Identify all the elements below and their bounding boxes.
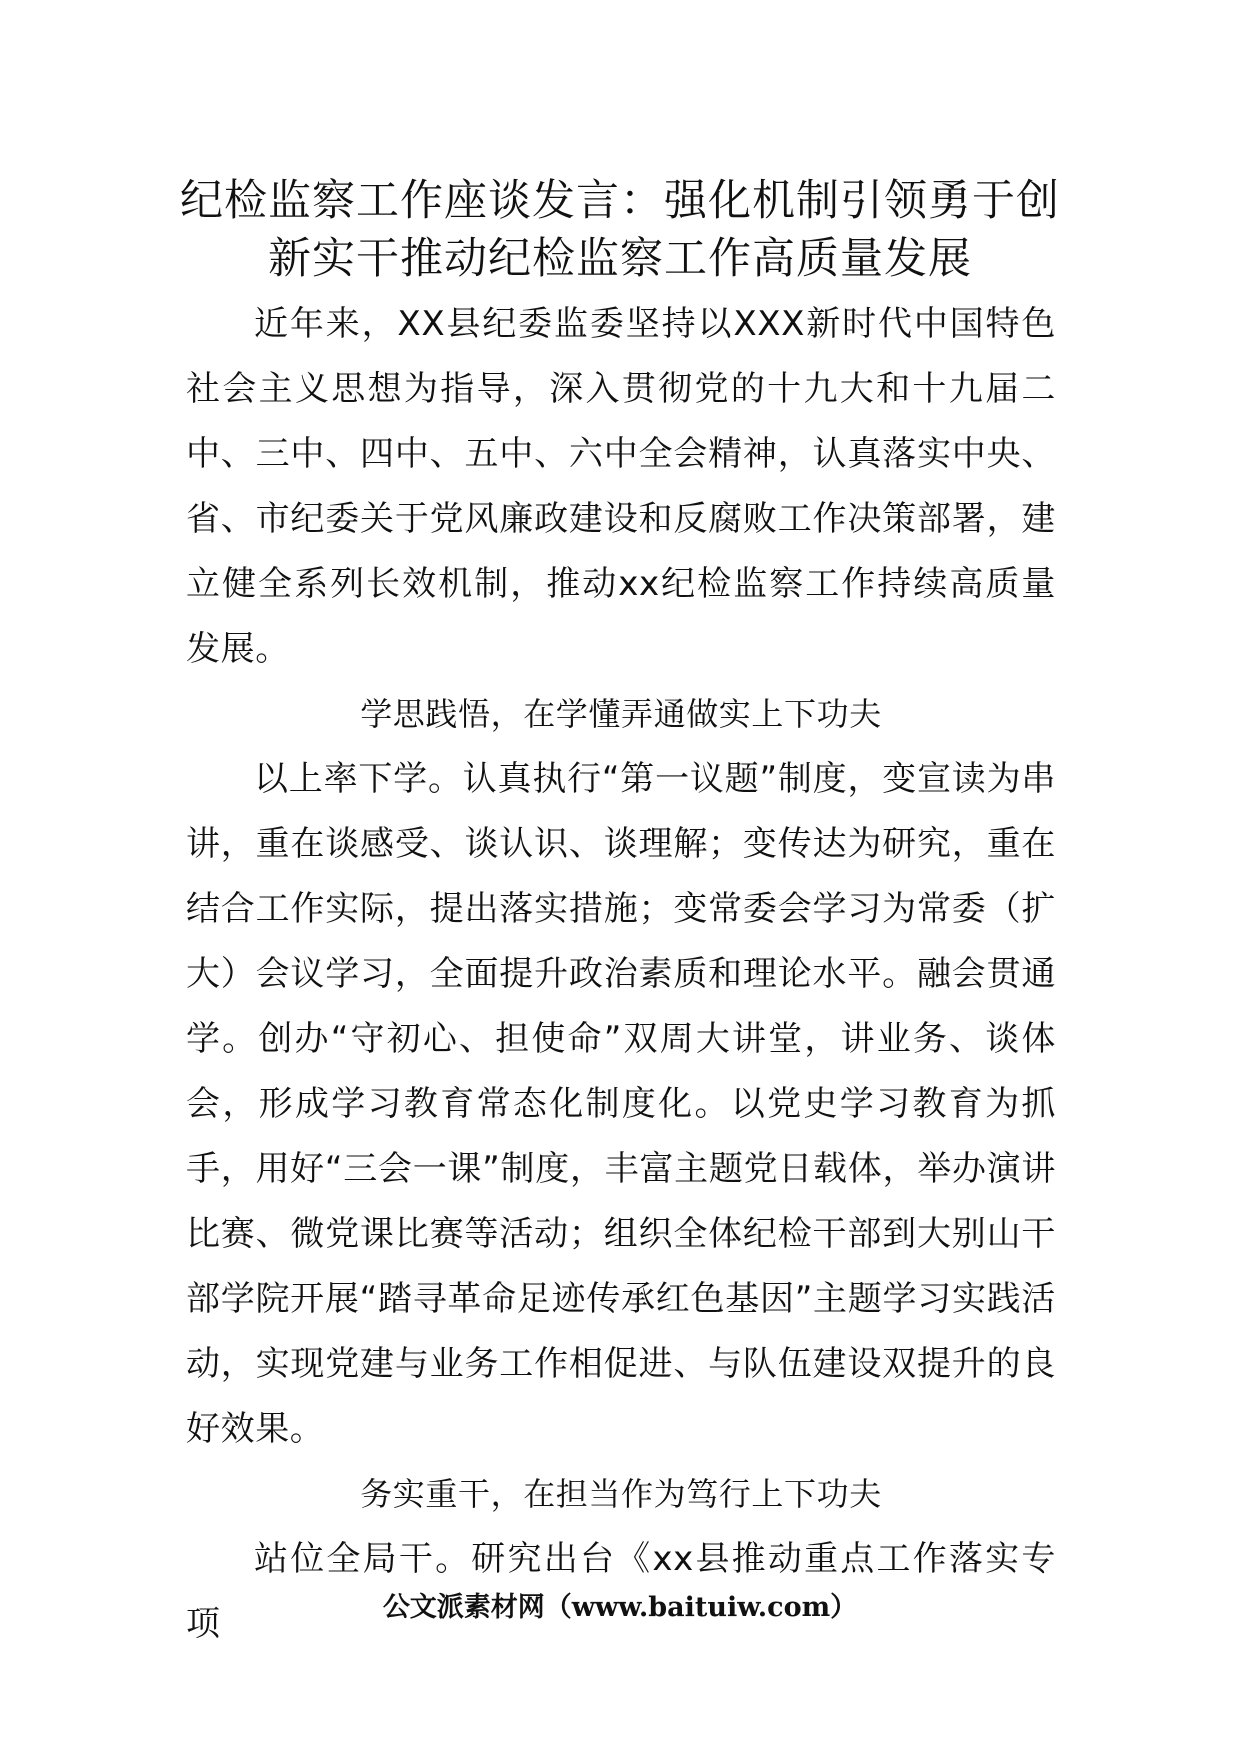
intro-paragraph: 近年来，XX县纪委监委坚持以XXX新时代中国特色社会主义思想为指导，深入贯彻党的十九大和十九届二中、三中、四中、五中、六中全会精神，认真落实中央、省、市纪委关于党风廉政建设和反腐败工作决策部署，建立健全系列长效机制，推动xx纪检监察工作持续高质量发展。	[186, 304, 1056, 669]
document-body	[186, 292, 1056, 1657]
source-watermark: 公文派素材网（www.baituiw.com）	[382, 1592, 858, 1623]
section-heading-1: 学思践悟，在学懂弄通做实上下功夫	[360, 695, 882, 733]
section-paragraph-1: 以上率下学。认真执行“第一议题”制度，变宣读为串讲，重在谈感受、谈认识、谈理解；变传达为研究，重在结合工作实际，提出落实措施；变常委会学习为常委（扩大）会议学习，全面提升政治素质和理论水平。融会贯通学。创办“守初心、担使命”双周大讲堂，讲业务、谈体会，形成学习教育常态化制度化。以党史学习教育为抓手，用好“三会一课”制度，丰富主题党日载体，举办演讲比赛、微党课比赛等活动；组织全体纪检干部到大别山干部学院开展“踏寻革命足迹传承红色基因”主题学习实践活动，实现党建与业务工作相促进、与队伍建设双提升的良好效果。	[186, 759, 1056, 1449]
section-paragraph-2: 站位全局干。研究出台《xx县推动重点工作落实专项	[186, 1539, 1056, 1644]
document-title: 纪检监察工作座谈发言：强化机制引领勇于创新实干推动纪检监察工作高质量发展	[180, 176, 1060, 284]
section-heading-2: 务实重干，在担当作为笃行上下功夫	[360, 1475, 882, 1513]
